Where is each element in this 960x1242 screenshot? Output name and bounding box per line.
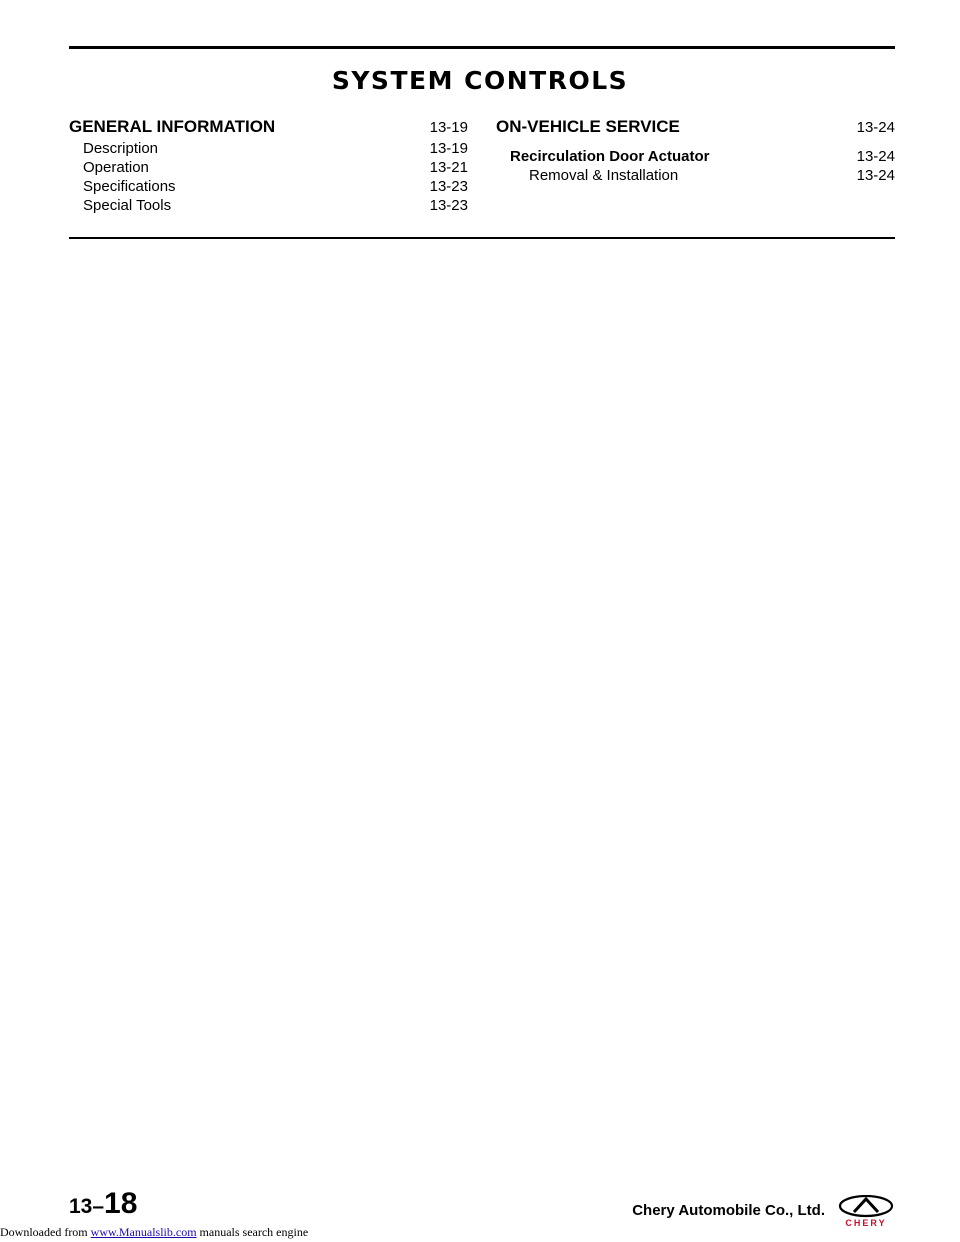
page-number <box>69 1187 137 1221</box>
toc-item[interactable] <box>496 166 895 185</box>
toc-page-number: 13-23 <box>429 197 468 214</box>
toc-column-right <box>496 116 895 185</box>
section-number: 13– <box>69 1195 105 1218</box>
toc-item-label: Special Tools <box>83 197 172 214</box>
chery-logo-icon <box>836 1195 896 1229</box>
toc-page-number: 13-23 <box>429 178 468 195</box>
toc-item-label: Description <box>83 140 159 157</box>
toc-column-left <box>69 116 468 215</box>
company-name: Chery Automobile Co., Ltd. <box>632 1202 825 1219</box>
toc-subheading[interactable] <box>496 147 895 166</box>
toc-item-label: Specifications <box>83 178 176 195</box>
toc-page-number: 13-24 <box>856 119 895 136</box>
top-rule <box>69 46 895 49</box>
manualslib-link[interactable]: www.Manualslib.com <box>90 1225 197 1239</box>
toc-page-number: 13-24 <box>856 167 895 184</box>
toc-page-number: 13-21 <box>429 159 468 176</box>
download-prefix: Downloaded from <box>0 1225 88 1239</box>
toc-page-number: 13-19 <box>429 140 468 157</box>
toc-item-label: Operation <box>83 159 149 176</box>
toc-item[interactable] <box>69 139 468 158</box>
page-title: SYSTEM CONTROLS <box>331 66 629 95</box>
toc-heading[interactable] <box>496 116 895 139</box>
toc-page-number: 13-24 <box>856 148 895 165</box>
toc-heading-label: ON-VEHICLE SERVICE <box>496 117 680 136</box>
download-suffix: manuals search engine <box>199 1225 309 1239</box>
toc-subheading-label: Recirculation Door Actuator <box>510 148 710 165</box>
toc-heading-label: GENERAL INFORMATION <box>69 117 276 136</box>
logo-text: CHERY <box>845 1218 887 1228</box>
page-number-value: 18 <box>104 1187 138 1220</box>
bottom-rule <box>69 237 895 239</box>
toc-item[interactable] <box>69 177 468 196</box>
toc-item-label: Removal & Installation <box>529 167 679 184</box>
toc-heading[interactable] <box>69 116 468 139</box>
toc-item[interactable] <box>69 158 468 177</box>
toc-page-number: 13-19 <box>429 119 468 136</box>
download-credit <box>0 1225 308 1240</box>
toc-item[interactable] <box>69 196 468 215</box>
